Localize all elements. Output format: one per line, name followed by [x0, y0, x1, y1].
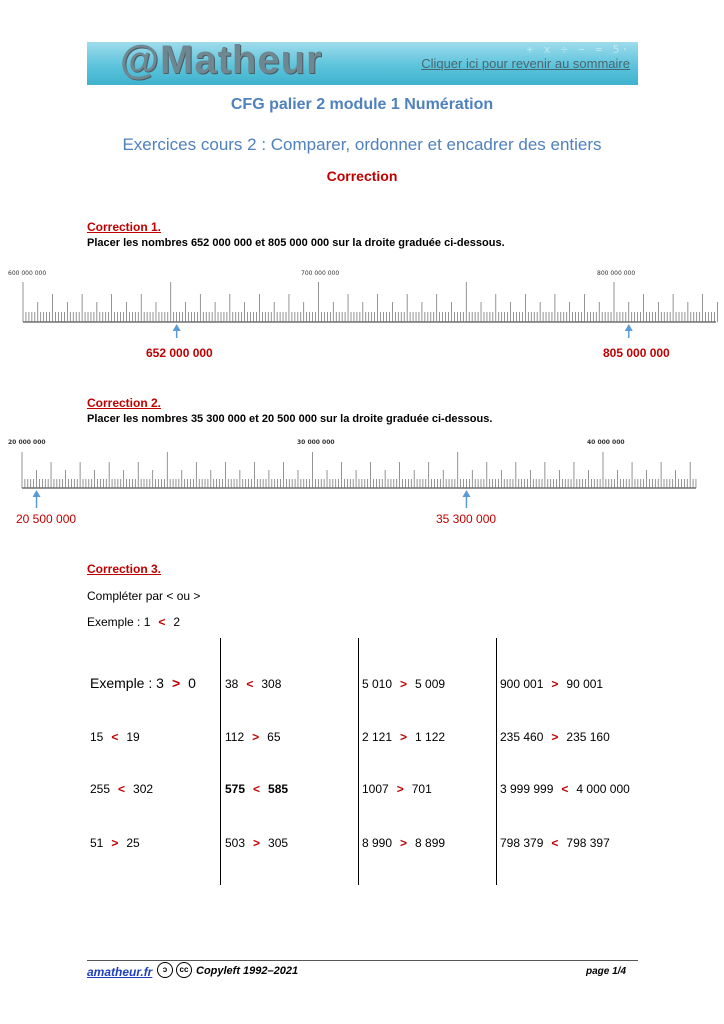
- section3-example: [87, 615, 180, 629]
- comparison-operator: >: [551, 730, 559, 744]
- comparison-operator: >: [551, 677, 559, 691]
- comparison-cell: [90, 730, 140, 744]
- comparison-right: 25: [126, 836, 140, 850]
- comparison-left: 255: [90, 782, 111, 796]
- comparison-cell: [362, 782, 432, 796]
- example-value: 2: [173, 615, 181, 629]
- answer-arrow: [625, 324, 633, 338]
- correction-title: Correction: [326, 168, 398, 184]
- comparison-cell: [500, 782, 630, 796]
- comparison-left: 5 010: [362, 677, 393, 691]
- comparison-left: 575: [225, 782, 246, 796]
- banner-decoration: + x ÷ − = 5·: [526, 43, 630, 56]
- back-to-summary-link[interactable]: Cliquer ici pour revenir au sommaire: [421, 56, 630, 71]
- comparison-operator: >: [111, 836, 119, 850]
- column-divider: [496, 638, 497, 885]
- ruler1-label-mid: 700 000 000: [301, 270, 340, 277]
- comparison-cell: [90, 782, 153, 796]
- comparison-left: Exemple : 3: [90, 675, 164, 691]
- comparison-right: 701: [411, 782, 432, 796]
- comparison-operator: >: [252, 730, 260, 744]
- section3-heading: Correction 3.: [87, 562, 162, 576]
- comparison-right: 308: [261, 677, 282, 691]
- comparison-operator: >: [400, 730, 408, 744]
- column-divider: [358, 638, 359, 885]
- comparison-left: 1007: [362, 782, 389, 796]
- comparison-operator: <: [551, 836, 559, 850]
- comparison-cell: [500, 836, 610, 850]
- number-line-2: [0, 444, 724, 510]
- footer-site-link[interactable]: amatheur.fr: [87, 965, 153, 979]
- example-operator: <: [158, 615, 166, 629]
- comparison-left: 8 990: [362, 836, 393, 850]
- ruler2-label-start: 20 000 000: [8, 439, 46, 446]
- comparison-cell: [362, 836, 445, 850]
- comparison-right: 585: [268, 782, 289, 796]
- comparison-right: 798 397: [566, 836, 610, 850]
- section2-heading: Correction 2.: [87, 396, 162, 410]
- answer-arrow: [462, 490, 470, 508]
- comparison-left: 900 001: [500, 677, 544, 691]
- creative-commons-icon: cc: [176, 962, 192, 978]
- section1-heading: Correction 1.: [87, 220, 162, 234]
- comparison-operator: <: [561, 782, 569, 796]
- comparison-right: 1 122: [415, 730, 446, 744]
- section3-instruction: Compléter par < ou >: [87, 589, 201, 603]
- comparison-cell: [500, 730, 610, 744]
- comparison-operator: >: [253, 836, 261, 850]
- comparison-cell: [225, 730, 281, 744]
- answer-arrow: [33, 490, 41, 508]
- comparison-operator: <: [246, 677, 254, 691]
- comparison-left: 3 999 999: [500, 782, 554, 796]
- comparison-operator: <: [253, 782, 261, 796]
- comparison-cell: [90, 675, 196, 691]
- comparison-operator: <: [111, 730, 119, 744]
- ruler1-label-end: 800 000 000: [597, 270, 636, 277]
- section2-answer-2: 35 300 000: [436, 512, 497, 526]
- page-subtitle: Exercices cours 2 : Comparer, ordonner et encadrer des entiers: [122, 135, 602, 154]
- copyleft-icon: ↄ: [157, 962, 173, 978]
- comparison-cell: [225, 677, 281, 691]
- footer-copyleft: Copyleft 1992–2021: [196, 965, 299, 977]
- comparison-left: 798 379: [500, 836, 544, 850]
- comparison-right: 19: [126, 730, 140, 744]
- comparison-left: 15: [90, 730, 104, 744]
- section1-answer-1: 652 000 000: [146, 346, 213, 360]
- site-logo: @Matheur: [120, 42, 323, 82]
- comparison-right: 8 899: [415, 836, 446, 850]
- number-line-1: [0, 276, 724, 338]
- page-number: page 1/4: [586, 966, 627, 977]
- page-title: CFG palier 2 module 1 Numération: [230, 96, 494, 113]
- comparison-cell: [362, 730, 445, 744]
- comparison-right: 90 001: [566, 677, 604, 691]
- comparison-operator: >: [400, 677, 408, 691]
- column-divider: [220, 638, 221, 885]
- comparison-right: 65: [267, 730, 281, 744]
- comparison-left: 38: [225, 677, 239, 691]
- footer-divider: [87, 960, 638, 961]
- section1-instruction: Placer les nombres 652 000 000 et 805 000 000 sur la droite graduée ci-dessous.: [87, 237, 505, 249]
- comparison-operator: >: [171, 675, 181, 691]
- section1-answer-2: 805 000 000: [603, 346, 670, 360]
- comparison-right: 305: [268, 836, 289, 850]
- comparison-left: 235 460: [500, 730, 544, 744]
- comparison-cell: [225, 836, 288, 850]
- comparison-left: 51: [90, 836, 104, 850]
- comparison-left: 2 121: [362, 730, 393, 744]
- comparison-cell: [362, 677, 445, 691]
- header-banner: [87, 42, 638, 85]
- comparison-operator: <: [118, 782, 126, 796]
- section2-answer-1: 20 500 000: [16, 512, 77, 526]
- ruler1-label-start: 600 000 000: [8, 270, 47, 277]
- example-prefix: Exemple : 1: [87, 615, 151, 629]
- ruler2-label-end: 40 000 000: [587, 439, 625, 446]
- comparison-left: 112: [225, 730, 245, 744]
- comparison-cell: [500, 677, 603, 691]
- comparison-operator: >: [400, 836, 408, 850]
- comparison-cell: [90, 836, 140, 850]
- comparison-right: 302: [133, 782, 154, 796]
- section2-instruction: Placer les nombres 35 300 000 et 20 500 000 sur la droite graduée ci-dessous.: [87, 413, 493, 425]
- comparison-right: 0: [188, 675, 196, 691]
- comparison-right: 5 009: [415, 677, 446, 691]
- ruler2-label-mid: 30 000 000: [297, 439, 335, 446]
- answer-arrow: [173, 324, 181, 338]
- comparison-cell: [225, 782, 288, 796]
- comparison-operator: >: [396, 782, 404, 796]
- comparison-right: 235 160: [566, 730, 610, 744]
- comparison-left: 503: [225, 836, 246, 850]
- comparison-right: 4 000 000: [576, 782, 630, 796]
